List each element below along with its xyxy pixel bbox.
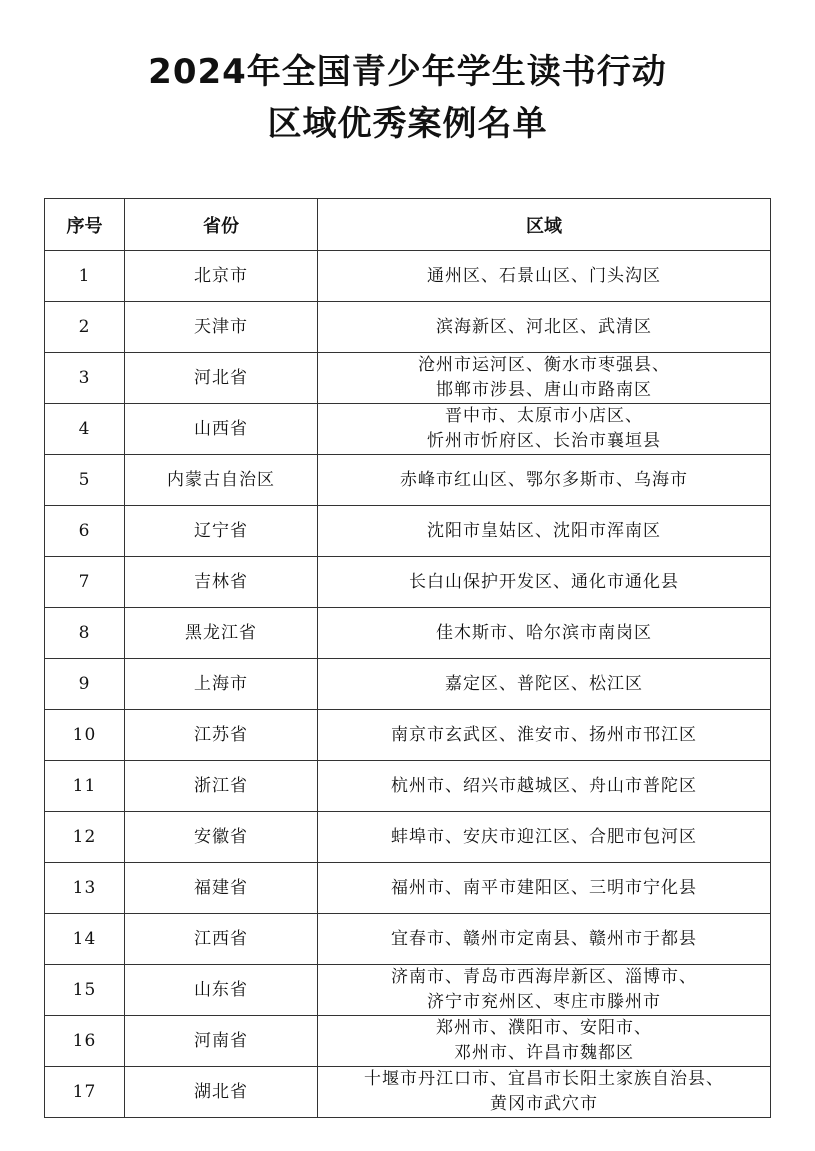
table-row [45, 557, 771, 608]
region-line: 沧州市运河区、衡水市枣强县、 [418, 355, 670, 375]
row-region [318, 914, 771, 965]
table-row [45, 812, 771, 863]
header-province: 省份 [125, 199, 318, 251]
row-region [318, 965, 771, 1016]
row-province: 河北省 [125, 353, 318, 404]
region-line: 忻州市忻府区、长治市襄垣县 [427, 431, 661, 451]
row-province: 内蒙古自治区 [125, 455, 318, 506]
row-region [318, 506, 771, 557]
row-province: 天津市 [125, 302, 318, 353]
row-region [318, 353, 771, 404]
table-row [45, 1016, 771, 1067]
row-region [318, 455, 771, 506]
table-header-row [45, 199, 771, 251]
row-province: 上海市 [125, 659, 318, 710]
page-subtitle: 区域优秀案例名单 [267, 104, 548, 144]
table-row [45, 608, 771, 659]
row-number: 7 [45, 557, 125, 608]
row-region [318, 251, 771, 302]
region-line: 邯郸市涉县、唐山市路南区 [436, 380, 652, 400]
table-row [45, 404, 771, 455]
row-province: 黑龙江省 [125, 608, 318, 659]
table-row [45, 914, 771, 965]
row-province: 安徽省 [125, 812, 318, 863]
row-region [318, 863, 771, 914]
table-row [45, 251, 771, 302]
row-region [318, 659, 771, 710]
row-number: 17 [45, 1067, 125, 1118]
row-number: 15 [45, 965, 125, 1016]
table-row [45, 302, 771, 353]
row-region [318, 1067, 771, 1118]
row-number: 13 [45, 863, 125, 914]
region-line: 郑州市、濮阳市、安阳市、 [436, 1018, 652, 1038]
region-line: 济南市、青岛市西海岸新区、淄博市、 [391, 967, 697, 987]
row-province: 河南省 [125, 1016, 318, 1067]
row-number: 12 [45, 812, 125, 863]
region-line: 沈阳市皇姑区、沈阳市浑南区 [427, 520, 661, 541]
row-region [318, 404, 771, 455]
region-line: 杭州市、绍兴市越城区、舟山市普陀区 [391, 775, 697, 796]
row-province: 湖北省 [125, 1067, 318, 1118]
row-province: 吉林省 [125, 557, 318, 608]
row-number: 4 [45, 404, 125, 455]
region-line: 通州区、石景山区、门头沟区 [427, 265, 661, 286]
table-row [45, 863, 771, 914]
row-province: 福建省 [125, 863, 318, 914]
row-number: 8 [45, 608, 125, 659]
table-row [45, 455, 771, 506]
table-row [45, 353, 771, 404]
row-province: 山西省 [125, 404, 318, 455]
table-row [45, 506, 771, 557]
case-list-table [44, 198, 771, 1118]
table-row [45, 761, 771, 812]
row-number: 11 [45, 761, 125, 812]
row-province: 江苏省 [125, 710, 318, 761]
region-line: 长白山保护开发区、通化市通化县 [409, 571, 679, 592]
row-number: 9 [45, 659, 125, 710]
header-region: 区域 [318, 199, 771, 251]
row-number: 14 [45, 914, 125, 965]
row-region [318, 1016, 771, 1067]
row-number: 2 [45, 302, 125, 353]
row-region [318, 812, 771, 863]
table-row [45, 965, 771, 1016]
row-province: 辽宁省 [125, 506, 318, 557]
row-region [318, 608, 771, 659]
table-body [45, 251, 771, 1118]
row-number: 5 [45, 455, 125, 506]
table-row [45, 710, 771, 761]
region-line: 滨海新区、河北区、武清区 [436, 316, 652, 337]
row-region [318, 557, 771, 608]
row-number: 1 [45, 251, 125, 302]
row-region [318, 710, 771, 761]
region-line: 邓州市、许昌市魏都区 [454, 1043, 634, 1063]
row-province: 山东省 [125, 965, 318, 1016]
region-line: 赤峰市红山区、鄂尔多斯市、乌海市 [400, 469, 688, 490]
region-line: 蚌埠市、安庆市迎江区、合肥市包河区 [391, 826, 697, 847]
row-region [318, 761, 771, 812]
region-line: 佳木斯市、哈尔滨市南岗区 [436, 622, 652, 643]
row-number: 10 [45, 710, 125, 761]
region-line: 宜春市、赣州市定南县、赣州市于都县 [391, 928, 697, 949]
row-region [318, 302, 771, 353]
row-number: 16 [45, 1016, 125, 1067]
table-row [45, 1067, 771, 1118]
page-title: 2024年全国青少年学生读书行动 [148, 52, 667, 92]
row-province: 北京市 [125, 251, 318, 302]
region-line: 济宁市兖州区、枣庄市滕州市 [427, 992, 661, 1012]
row-number: 3 [45, 353, 125, 404]
region-line: 嘉定区、普陀区、松江区 [445, 673, 643, 694]
table-row [45, 659, 771, 710]
row-province: 浙江省 [125, 761, 318, 812]
region-line: 十堰市丹江口市、宜昌市长阳土家族自治县、 [364, 1069, 724, 1089]
region-line: 晋中市、太原市小店区、 [445, 406, 643, 426]
row-number: 6 [45, 506, 125, 557]
region-line: 福州市、南平市建阳区、三明市宁化县 [391, 877, 697, 898]
region-line: 黄冈市武穴市 [490, 1094, 598, 1114]
region-line: 南京市玄武区、淮安市、扬州市邗江区 [391, 724, 697, 745]
row-province: 江西省 [125, 914, 318, 965]
header-no: 序号 [45, 199, 125, 251]
